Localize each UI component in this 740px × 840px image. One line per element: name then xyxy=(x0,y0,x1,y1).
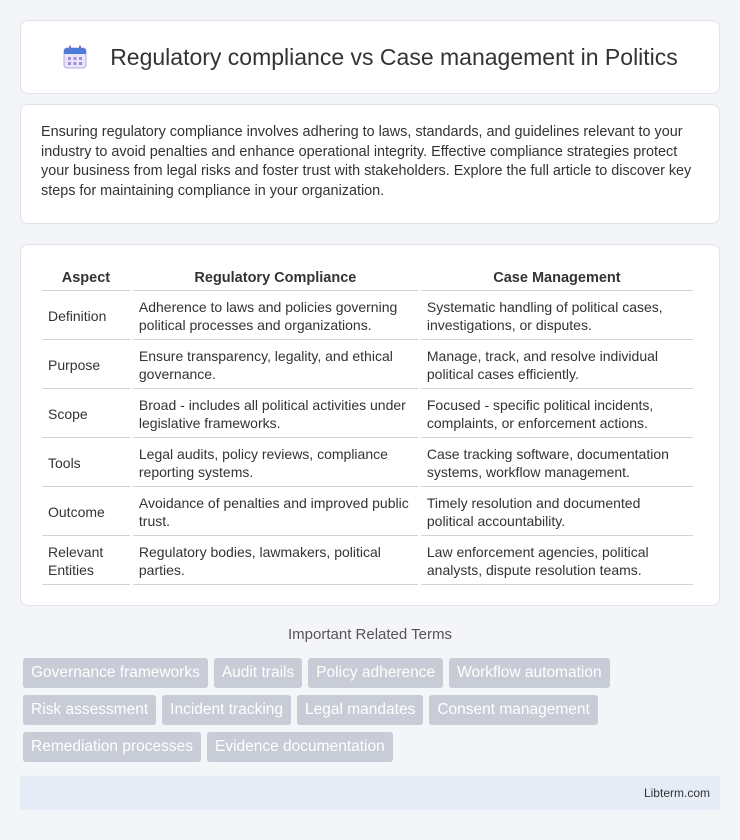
tag-remediation-processes[interactable]: Remediation processes xyxy=(23,732,201,762)
table-row xyxy=(42,489,693,536)
footer xyxy=(20,776,720,810)
tag-governance-frameworks[interactable]: Governance frameworks xyxy=(23,658,208,688)
header-case-management: Case Management xyxy=(421,265,693,291)
related-terms-tags xyxy=(23,658,723,769)
case-cell: Focused - specific political incidents, complaints, or enforcement actions. xyxy=(421,391,693,438)
tag-legal-mandates[interactable]: Legal mandates xyxy=(297,695,423,725)
regulatory-cell: Avoidance of penalties and improved public trust. xyxy=(133,489,418,536)
aspect-cell: Purpose xyxy=(42,342,130,389)
case-cell: Law enforcement agencies, political analysts, dispute resolution teams. xyxy=(421,538,693,585)
table-row xyxy=(42,342,693,389)
tag-workflow-automation[interactable]: Workflow automation xyxy=(449,658,609,688)
regulatory-cell: Legal audits, policy reviews, compliance reporting systems. xyxy=(133,440,418,487)
intro-card xyxy=(20,104,720,224)
regulatory-cell: Adherence to laws and policies governing political processes and organizations. xyxy=(133,293,418,340)
comparison-table-card xyxy=(20,244,720,606)
regulatory-cell: Broad - includes all political activities under legislative frameworks. xyxy=(133,391,418,438)
intro-text: Ensuring regulatory compliance involves adhering to laws, standards, and guidelines relevant to your industry to avoid penalties and enhance operational integrity. Effective compliance strategies protect your business from legal risks and foster trust with stakeholders. Explore the full article to discover key steps for maintaining compliance in your organization. xyxy=(41,124,692,199)
header-regulatory-compliance: Regulatory Compliance xyxy=(133,265,418,291)
regulatory-cell: Ensure transparency, legality, and ethical governance. xyxy=(133,342,418,389)
header xyxy=(62,44,678,71)
table-header-row xyxy=(42,265,693,291)
aspect-cell: Scope xyxy=(42,391,130,438)
header-aspect: Aspect xyxy=(42,265,130,291)
tag-evidence-documentation[interactable]: Evidence documentation xyxy=(207,732,393,762)
tag-consent-management[interactable]: Consent management xyxy=(429,695,598,725)
tag-policy-adherence[interactable]: Policy adherence xyxy=(308,658,443,688)
related-terms-title: Important Related Terms xyxy=(288,626,452,643)
footer-site-link[interactable]: Libterm.com xyxy=(643,786,710,800)
case-cell: Manage, track, and resolve individual political cases efficiently. xyxy=(421,342,693,389)
aspect-cell: Outcome xyxy=(42,489,130,536)
case-cell: Case tracking software, documentation systems, workflow management. xyxy=(421,440,693,487)
aspect-cell: Definition xyxy=(42,293,130,340)
aspect-cell: Tools xyxy=(42,440,130,487)
table-row xyxy=(42,293,693,340)
tag-incident-tracking[interactable]: Incident tracking xyxy=(162,695,291,725)
table-row xyxy=(42,538,693,585)
table-row xyxy=(42,440,693,487)
tag-risk-assessment[interactable]: Risk assessment xyxy=(23,695,156,725)
page-title: Regulatory compliance vs Case management in Politics xyxy=(110,43,678,70)
case-cell: Systematic handling of political cases, investigations, or disputes. xyxy=(421,293,693,340)
regulatory-cell: Regulatory bodies, lawmakers, political parties. xyxy=(133,538,418,585)
aspect-cell: Relevant Entities xyxy=(42,538,130,585)
header-card xyxy=(20,20,720,94)
table-row xyxy=(42,391,693,438)
tag-audit-trails[interactable]: Audit trails xyxy=(214,658,302,688)
comparison-table xyxy=(39,263,696,587)
case-cell: Timely resolution and documented political accountability. xyxy=(421,489,693,536)
calendar-icon xyxy=(62,44,88,70)
